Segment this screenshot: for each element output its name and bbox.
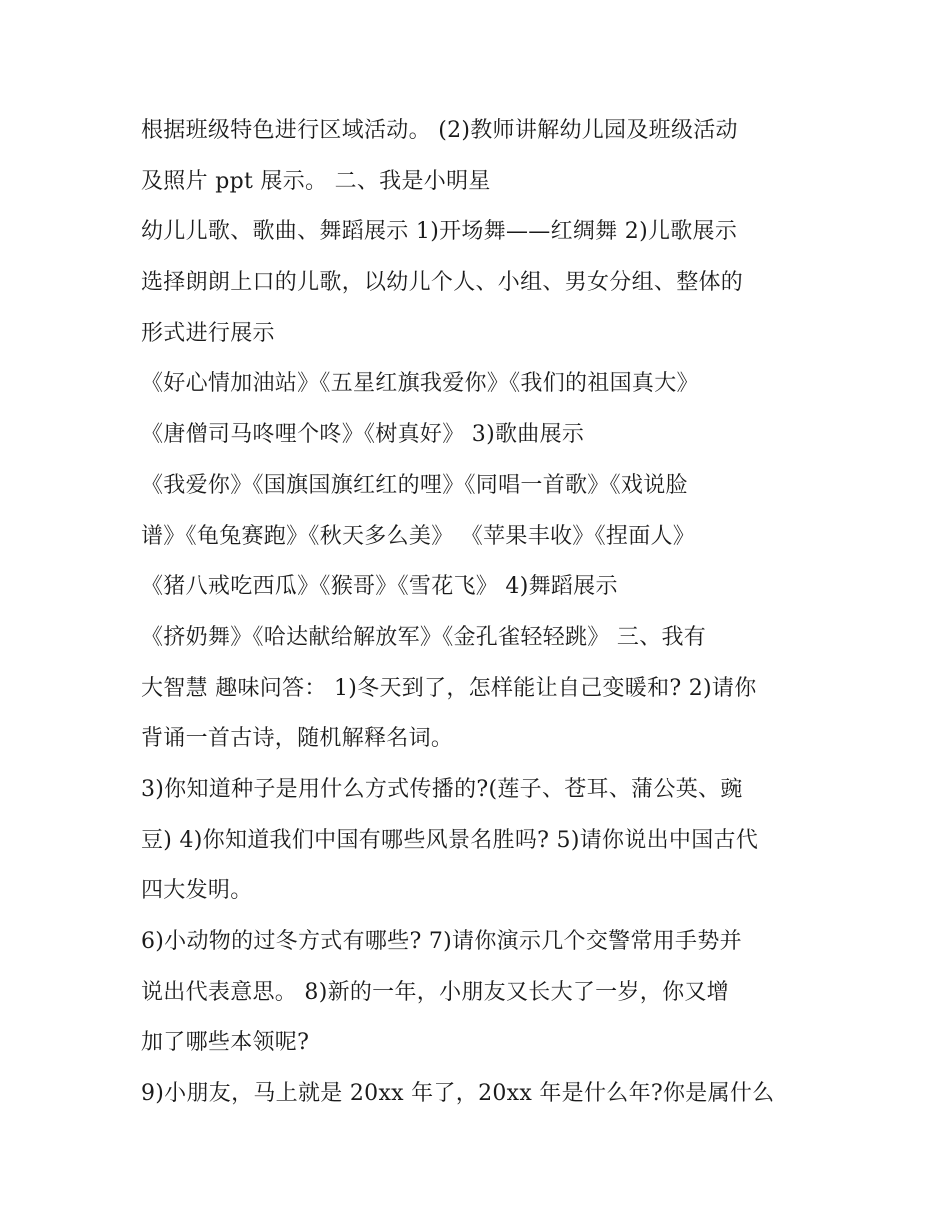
text-line: 加了哪些本领呢?: [141, 1030, 310, 1056]
text-line: 9)小朋友，马上就是 20xx 年了，20xx 年是什么年?你是属什么: [141, 1081, 775, 1107]
text-line: 选择朗朗上口的儿歌，以幼儿个人、小组、男女分组、整体的: [141, 270, 744, 296]
text-line: 《猪八戒吃西瓜》《猴哥》《雪花飞》 4)舞蹈展示: [141, 574, 618, 600]
text-line: 豆) 4)你知道我们中国有哪些风景名胜吗? 5)请你说出中国古代: [141, 827, 759, 853]
text-line: 6)小动物的过冬方式有哪些? 7)请你演示几个交警常用手势并: [141, 929, 742, 954]
text-line: 《唐僧司马咚哩个咚》《树真好》 3)歌曲展示: [141, 422, 585, 448]
text-line: 3)你知道种子是用什么方式传播的?(莲子、苍耳、蒲公英、豌: [141, 776, 743, 802]
text-line: 《我爱你》《国旗国旗红红的哩》《同唱一首歌》《戏说脸: [141, 472, 688, 498]
text-line: 根据班级特色进行区域活动。 (2)教师讲解幼儿园及班级活动: [141, 118, 738, 143]
text-line: 说出代表意思。 8)新的一年，小朋友又长大了一岁，你又增: [141, 979, 729, 1005]
text-line: 及照片 ppt 展示。 二、我是小明星: [141, 168, 491, 194]
text-line: 大智慧 趣味问答： 1)冬天到了，怎样能让自己变暖和? 2)请你: [141, 675, 757, 701]
text-line: 《好心情加油站》《五星红旗我爱你》《我们的祖国真大》: [141, 371, 699, 397]
text-line: 幼儿儿歌、歌曲、舞蹈展示 1)开场舞——红绸舞 2)儿歌展示: [141, 219, 738, 245]
body-text: [141, 106, 831, 1120]
text-line: 形式进行展示: [141, 320, 275, 346]
text-line: 谱》《龟兔赛跑》《秋天多么美》 《苹果丰收》《捏面人》: [141, 523, 696, 549]
text-line: 背诵一首古诗，随机解释名词。: [141, 726, 454, 752]
text-line: 《挤奶舞》《哈达献给解放军》《金孔雀轻轻跳》 三、我有: [141, 624, 707, 650]
text-line: 四大发明。: [141, 878, 253, 904]
